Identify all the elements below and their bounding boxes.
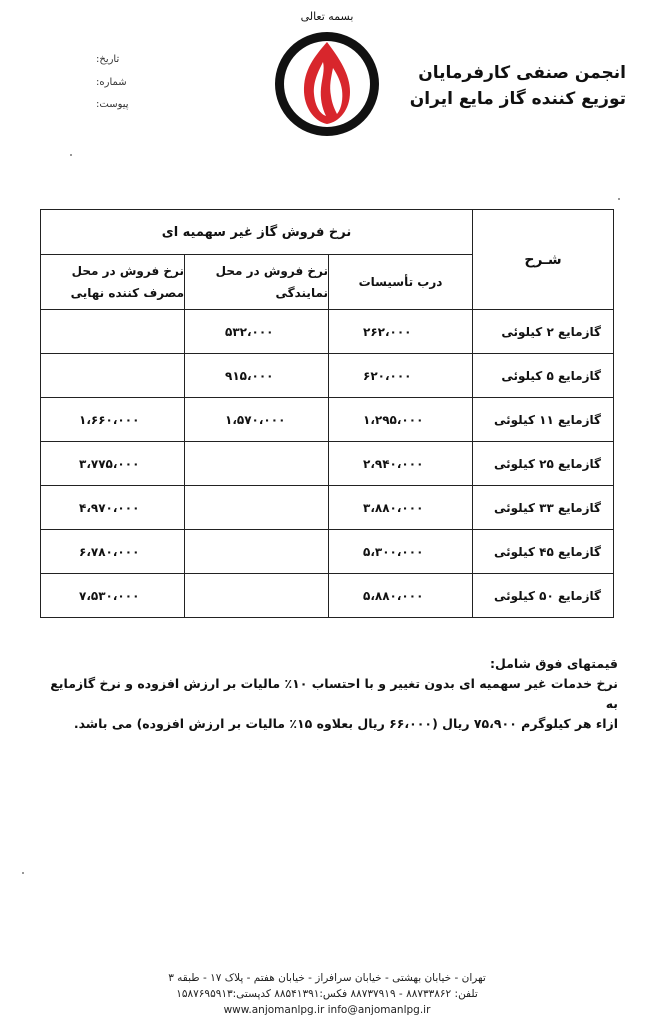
footer-web-email: www.anjomanlpg.ir info@anjomanlpg.ir [223,1004,431,1016]
consumer-price [41,354,185,398]
table-row [41,486,614,530]
agency-price: ۱،۵۷۰،۰۰۰ [185,398,329,442]
facility-price: ۲۶۲،۰۰۰ [329,310,473,354]
facility-price: ۶۲۰،۰۰۰ [329,354,473,398]
organization-name [410,60,626,112]
consumer-price [41,310,185,354]
facility-column-header: درب تأسیسات [329,255,473,310]
row-description: گازمایع ۲۵ کیلوئی [473,442,614,486]
consumer-price: ۴،۹۷۰،۰۰۰ [41,486,185,530]
consumer-price: ۶،۷۸۰،۰۰۰ [41,530,185,574]
basmala-heading: بسمه تعالی [300,10,354,23]
footer [0,970,654,1018]
flame-logo-icon [271,28,383,140]
row-description: گازمایع ۱۱ کیلوئی [473,398,614,442]
notes-line-2: ازاء هر کیلوگرم ۷۵،۹۰۰ ریال (۶۶،۰۰۰ ریال بعلاوه ۱۵٪ مالیات بر ارزش افزوده) می باشد. [73,716,618,731]
agency-price [185,530,329,574]
table-row [41,354,614,398]
agency-price [185,486,329,530]
facility-price: ۳،۸۸۰،۰۰۰ [329,486,473,530]
notes-section [38,654,618,734]
table-row [41,442,614,486]
table-row [41,398,614,442]
org-name-line2: توزیع کننده گاز مایع ایران [409,89,626,109]
table-row [41,530,614,574]
agency-price [185,574,329,618]
non-quota-price-group-header: نرخ فروش گاز غیر سهمیه ای [41,210,473,255]
org-name-line1: انجمن صنفی کارفرمایان [418,63,626,83]
row-description: گازمایع ۲ کیلوئی [473,310,614,354]
consumer-price: ۳،۷۷۵،۰۰۰ [41,442,185,486]
agency-column-header: نرخ فروش در محل نمایندگی [185,255,329,310]
row-description: گازمایع ۵ کیلوئی [473,354,614,398]
facility-price: ۵،۳۰۰،۰۰۰ [329,530,473,574]
price-table [40,209,614,618]
table-header-row [41,210,614,255]
facility-price: ۱،۲۹۵،۰۰۰ [329,398,473,442]
notes-line-1: نرخ خدمات غیر سهمیه ای بدون تغییر و با احتساب ۱۰٪ مالیات بر ارزش افزوده و نرخ گازمایع به [50,676,618,711]
consumer-price: ۷،۵۳۰،۰۰۰ [41,574,185,618]
agency-price: ۵۳۲،۰۰۰ [185,310,329,354]
agency-price [185,442,329,486]
footer-address: تهران - خیابان بهشتی - خیابان سرافراز - خیابان هفتم - پلاک ۱۷ - طبقه ۳ [168,972,486,984]
facility-price: ۵،۸۸۰،۰۰۰ [329,574,473,618]
number-label: شماره: [96,77,127,88]
consumer-price: ۱،۶۶۰،۰۰۰ [41,398,185,442]
facility-price: ۲،۹۴۰،۰۰۰ [329,442,473,486]
row-description: گازمایع ۳۳ کیلوئی [473,486,614,530]
date-label: تاریخ: [96,54,120,65]
table-row [41,574,614,618]
consumer-column-header: نرخ فروش در محل مصرف کننده نهایی [41,255,185,310]
notes-title: قیمتهای فوق شامل: [490,656,618,671]
desc-column-header: شـرح [473,210,614,310]
attachment-label: پیوست: [96,99,129,110]
row-description: گازمایع ۵۰ کیلوئی [473,574,614,618]
agency-price: ۹۱۵،۰۰۰ [185,354,329,398]
row-description: گازمایع ۴۵ کیلوئی [473,530,614,574]
table-row [41,310,614,354]
footer-contact: تلفن: ۸۸۷۳۳۸۶۲ - ۸۸۷۳۷۹۱۹ فکس:۸۸۵۴۱۳۹۱ کدپستی:۱۵۸۷۶۹۵۹۱۳ [176,988,478,1000]
